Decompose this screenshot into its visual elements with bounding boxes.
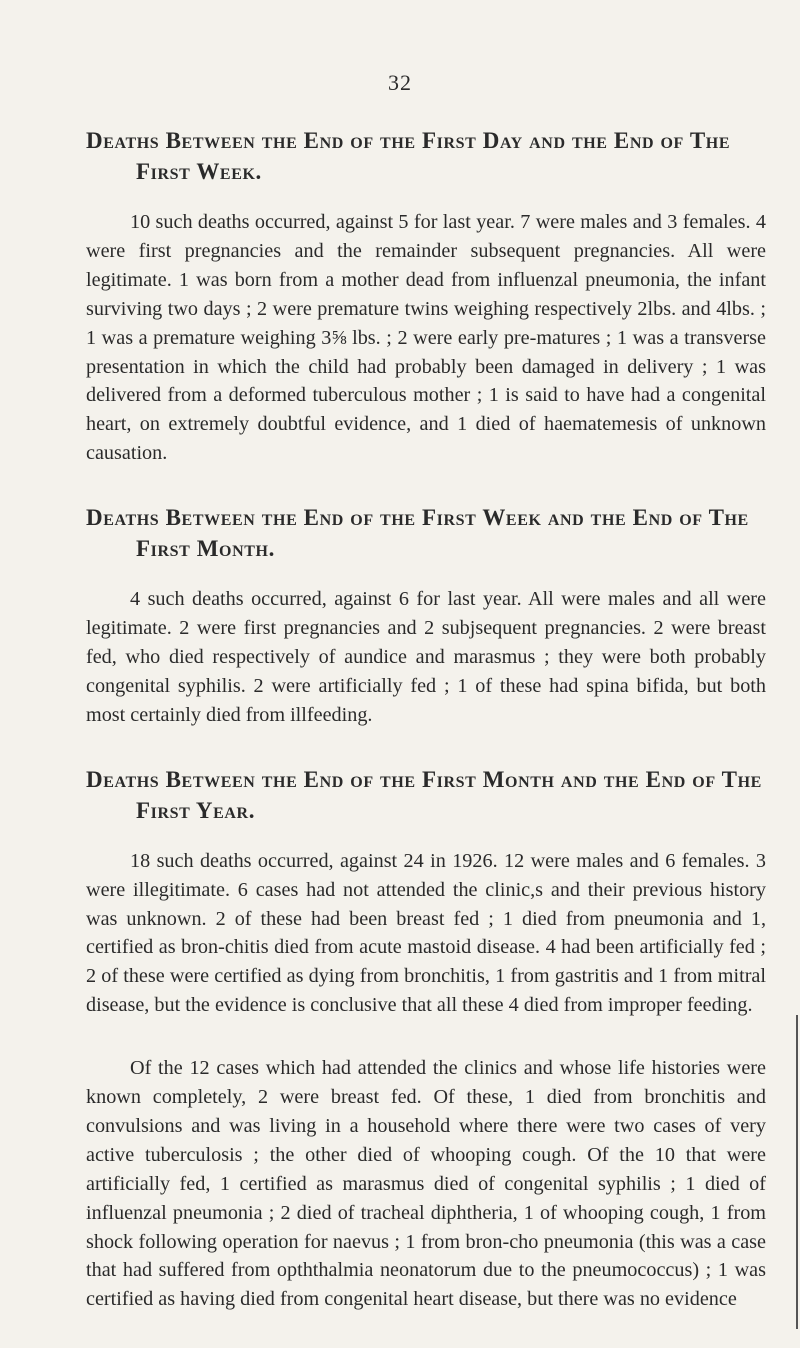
section-first-week [86, 125, 766, 468]
scan-edge-line [796, 1015, 798, 1329]
section-first-year [86, 764, 766, 1315]
page-content [86, 125, 766, 1348]
paragraph: 18 such deaths occurred, against 24 in 1926. 12 were males and 6 females. 3 were illegitimate. 6 cases had not attended the clinic,s and their previous history was unknown. 2 of these had been breast fed ; 1 died from pneumonia and 1, certified as bron-chitis died from acute mastoid disease. 4 had been artificially fed ; 2 of these were certified as dying from bronchitis, 1 from gastritis and 1 from mitral disease, but the evidence is conclusive that all these 4 died from improper feeding. [86, 849, 766, 1017]
paragraph: Of the 12 cases which had attended the clinics and whose life histories were known completely, 2 were breast fed. Of these, 1 died from bronchitis and convulsions and was living in a household where there were two cases of very active tuberculosis ; the other died of whooping cough. Of the 10 that were artificially fed, 1 certified as marasmus died of congenital syphilis ; 1 died of influenzal pneumonia ; 2 died of tracheal diphtheria, 1 of whooping cough, 1 from shock following operation for naevus ; 1 from bron-cho pneumonia (this was a case that had suffered from opththalmia neonatorum due to the pneumococcus) ; 1 was certified as having died from congenital heart disease, but there was no evidence [86, 1057, 766, 1311]
paragraph: 4 such deaths occurred, against 6 for last year. All were males and all were legitimate. 2 were first pregnancies and 2 subjsequent pregnancies. 2 were breast fed, who died respectively of aundice and marasmus ; they were both probably congenital syphilis. 2 were artificially fed ; 1 of these had spina bifida, but both most certainly died from illfeeding. [86, 588, 766, 726]
paragraph: 10 such deaths occurred, against 5 for last year. 7 were males and 3 females. 4 were first pregnancies and the remainder subsequent pregnancies. All were legitimate. 1 was born from a mother dead from influenzal pneumonia, the infant surviving two days ; 2 were premature twins weighing respectively 2lbs. and 4lbs. ; 1 was a premature weighing 3⅝ lbs. ; 2 were early pre-matures ; 1 was a transverse presentation in which the child had probably been damaged in delivery ; 1 was delivered from a deformed tuberculous mother ; 1 is said to have had a congenital heart, on extremely doubtful evidence, and 1 died of haematemesis of unknown causation. [86, 211, 766, 465]
section-heading: Deaths Between the End of the First Day and the End of The First Week. [86, 128, 731, 184]
section-first-month [86, 502, 766, 730]
section-heading: Deaths Between the End of the First Week and the End of The First Month. [86, 505, 749, 562]
section-heading: Deaths Between the End of the First Month and the End of The First Year. [86, 766, 762, 823]
page-number: 32 [388, 70, 412, 95]
